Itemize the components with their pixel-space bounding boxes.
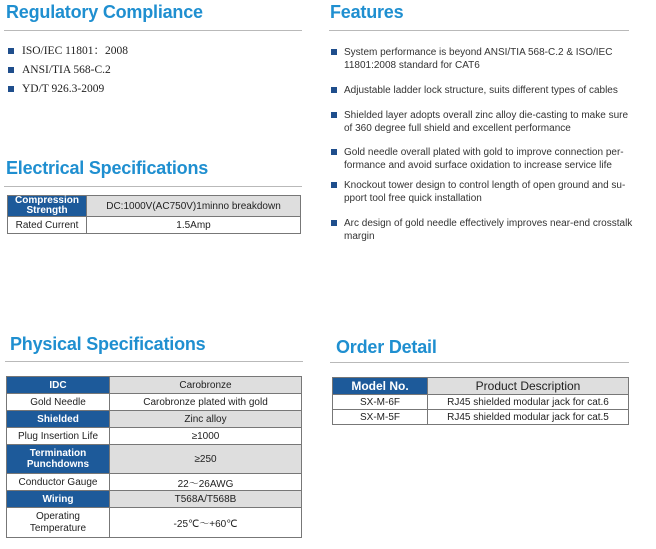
list-item: ANSI/TIA 568-C.2 [8, 61, 128, 80]
regulatory-title: Regulatory Compliance [6, 2, 203, 22]
table-row [7, 474, 302, 491]
table-cell-model: SX-M-5F [333, 410, 428, 425]
table-row [7, 491, 302, 508]
table-cell-description: RJ45 shielded modular jack for cat.5 [428, 410, 629, 425]
table-row [7, 508, 302, 538]
table-cell-value: 1.5Amp [87, 217, 301, 234]
table-cell-label: Termination Punchdowns [7, 445, 110, 474]
table-header-row [333, 378, 629, 395]
table-row [7, 445, 302, 474]
physical-title: Physical Specifications [10, 334, 206, 354]
list-item: Gold needle overall plated with gold to improve connection per- formance and avoid surface oxidation to increase service life [331, 146, 656, 172]
table-cell-label: Conductor Gauge [7, 474, 110, 491]
electrical-divider [4, 186, 302, 187]
table-cell-value: 22～26AWG [110, 474, 302, 491]
table-header-model: Model No. [333, 378, 428, 395]
bullet-icon [331, 87, 337, 93]
table-cell-value: ≥1000 [110, 428, 302, 445]
table-cell-label: Plug Insertion Life [7, 428, 110, 445]
list-item: System performance is beyond ANSI/TIA 568-C.2 & ISO/IEC 11801:2008 standard for CAT6 [331, 46, 656, 72]
table-cell-value: Carobronze plated with gold [110, 394, 302, 411]
table-cell-value: DC:1000V(AC750V)1minno breakdown [87, 196, 301, 217]
table-cell-description: RJ45 shielded modular jack for cat.6 [428, 395, 629, 410]
table-cell-label: Rated Current [8, 217, 87, 234]
bullet-icon [8, 86, 14, 92]
table-cell-label: Gold Needle [7, 394, 110, 411]
table-row [7, 428, 302, 445]
table-row [8, 217, 301, 234]
table-cell-label: Compression Strength [8, 196, 87, 217]
bullet-icon [331, 182, 337, 188]
table-cell-label: Shielded [7, 411, 110, 428]
table-row [333, 395, 629, 410]
list-item: ISO/IEC 11801：2008 [8, 42, 128, 61]
bullet-icon [331, 49, 337, 55]
electrical-title: Electrical Specifications [6, 158, 209, 178]
bullet-icon [331, 149, 337, 155]
physical-table [6, 376, 302, 538]
bullet-icon [331, 112, 337, 118]
table-cell-model: SX-M-6F [333, 395, 428, 410]
regulatory-list [8, 42, 128, 99]
order-table [332, 377, 629, 425]
list-item: Shielded layer adopts overall zinc alloy die-casting to make sure of 360 degree full shield and excellent performance [331, 109, 656, 135]
bullet-icon [8, 48, 14, 54]
regulatory-divider [4, 30, 302, 31]
order-divider [330, 362, 629, 363]
table-row [7, 411, 302, 428]
table-cell-value: -25℃～+60℃ [110, 508, 302, 538]
table-cell-value: ≥250 [110, 445, 302, 474]
table-row [8, 196, 301, 217]
list-item: Knockout tower design to control length of open ground and su- pport tool free quick installation [331, 179, 656, 205]
table-cell-label: IDC [7, 377, 110, 394]
bullet-icon [331, 220, 337, 226]
electrical-table [7, 195, 301, 234]
table-header-description: Product Description [428, 378, 629, 395]
features-divider [329, 30, 629, 31]
table-cell-value: Carobronze [110, 377, 302, 394]
order-title: Order Detail [336, 337, 437, 357]
table-row [7, 394, 302, 411]
list-item: YD/T 926.3-2009 [8, 80, 128, 99]
table-cell-label: Wiring [7, 491, 110, 508]
list-item: Adjustable ladder lock structure, suits different types of cables [331, 84, 656, 97]
list-item: Arc design of gold needle effectively improves near-end crosstalk margin [331, 217, 656, 243]
table-cell-label: Operating Temperature [7, 508, 110, 538]
table-row [7, 377, 302, 394]
table-cell-value: T568A/T568B [110, 491, 302, 508]
table-cell-value: Zinc alloy [110, 411, 302, 428]
bullet-icon [8, 67, 14, 73]
table-row [333, 410, 629, 425]
features-title: Features [330, 2, 404, 22]
physical-divider [5, 361, 303, 362]
